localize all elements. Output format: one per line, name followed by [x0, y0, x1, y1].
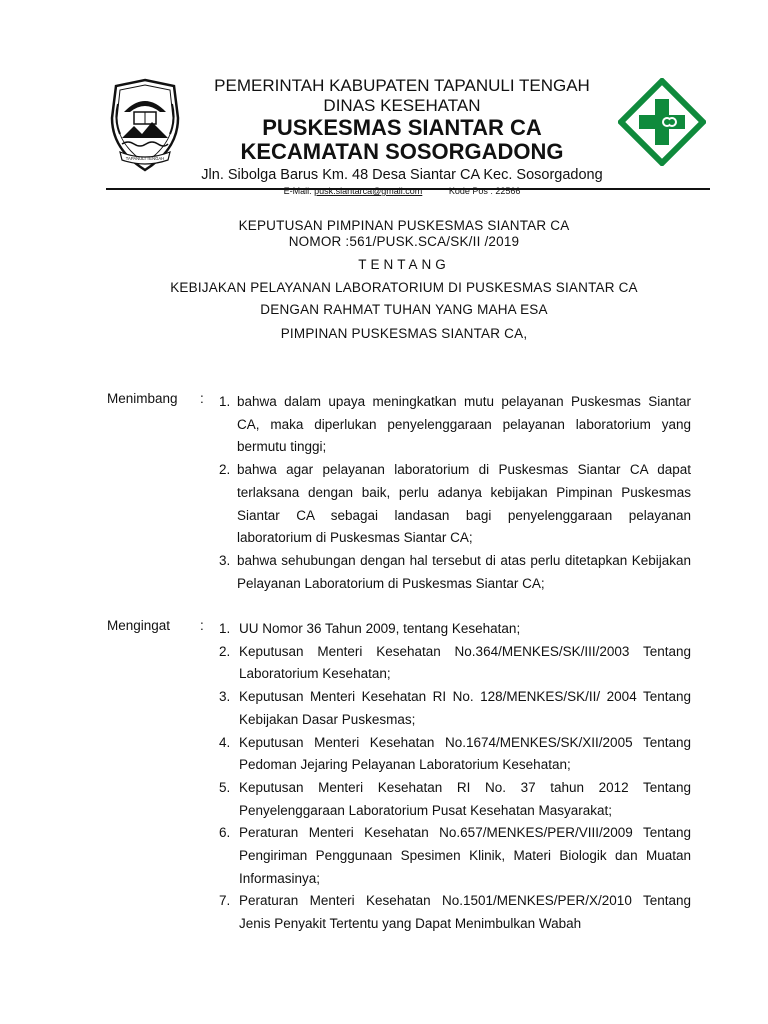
- mengingat-item-number: 6.: [219, 825, 231, 841]
- mengingat-item-text: Keputusan Menteri Kesehatan RI No. 128/MENKES/SK/II/ 2004 Tentang Kebijakan Dasar Puskesmas;: [239, 689, 691, 727]
- tapanuli-tengah-emblem-logo: [104, 76, 186, 174]
- menimbang-colon: :: [200, 391, 204, 406]
- letterhead-department: DINAS KESEHATAN: [323, 96, 481, 115]
- postal-code: Kode Pos : 22566: [448, 186, 521, 196]
- decree-title: KEPUTUSAN PIMPINAN PUSKESMAS SIANTAR CA: [238, 218, 570, 233]
- menimbang-item: [219, 550, 691, 595]
- mengingat-item-number: 7.: [219, 893, 231, 909]
- letterhead-divider: [106, 188, 710, 190]
- menimbang-item-number: 1.: [219, 394, 231, 409]
- email-link[interactable]: pusk.siantarca@gmail.com: [314, 186, 423, 196]
- menimbang-item: [219, 459, 691, 550]
- mengingat-item: [219, 732, 691, 777]
- mengingat-label: Mengingat: [107, 618, 171, 633]
- mengingat-item-text: Keputusan Menteri Kesehatan No.1674/MENKES/SK/XII/2005 Tentang Pedoman Jejaring Pelayanan Laboratorium Kesehatan;: [239, 734, 691, 773]
- mengingat-item: [219, 686, 691, 731]
- menimbang-item-text: bahwa sehubungan dengan hal tersebut di atas perlu ditetapkan Kebijakan Pelayanan Laboratorium di Puskesmas Siantar CA;: [237, 552, 691, 591]
- puskesmas-cross-logo: [618, 78, 706, 166]
- mengingat-item-text: Keputusan Menteri Kesehatan RI No. 37 tahun 2012 Tentang Penyelenggaraan Laboratorium Pusat Kesehatan Masyarakat;: [239, 779, 691, 818]
- mengingat-item-text: Peraturan Menteri Kesehatan No.657/MENKES/PER/VIII/2009 Tentang Pengiriman Penggunaan Spesimen Klinik, Materi Biologik dan Muatan Informasinya;: [239, 825, 691, 886]
- menimbang-list: [219, 391, 691, 595]
- mengingat-item: [219, 777, 691, 822]
- mengingat-item-number: 2.: [219, 643, 231, 659]
- menimbang-item-number: 2.: [219, 462, 231, 478]
- letterhead-address: Jln. Sibolga Barus Km. 48 Desa Siantar CA Kec. Sosorgadong: [201, 167, 603, 183]
- menimbang-item: [219, 391, 691, 459]
- mengingat-item-text: Keputusan Menteri Kesehatan No.364/MENKES/SK/III/2003 Tentang Laboratorium Kesehatan;: [239, 643, 691, 682]
- mengingat-item-number: 3.: [219, 689, 231, 705]
- letterhead-puskesmas: PUSKESMAS SIANTAR CA: [262, 115, 542, 140]
- menimbang-item-number: 3.: [219, 552, 231, 568]
- mengingat-item-number: 1.: [219, 621, 231, 636]
- menimbang-label: Menimbang: [107, 391, 178, 406]
- mengingat-list: [219, 618, 691, 936]
- letterhead-kecamatan: KECAMATAN SOSORGADONG: [240, 139, 564, 164]
- letterhead-government: PEMERINTAH KABUPATEN TAPANULI TENGAH: [214, 76, 590, 95]
- email-label: E-Mail:: [283, 186, 312, 196]
- mengingat-colon: :: [200, 618, 204, 633]
- menimbang-item-text: bahwa dalam upaya meningkatkan mutu pelayanan Puskesmas Siantar CA, maka diperlukan penyelenggaraan pelayanan laboratorium yang bermutu tinggi;: [237, 394, 691, 455]
- svg-text:TAPANULI TENGAH: TAPANULI TENGAH: [125, 156, 165, 161]
- mengingat-item-number: 4.: [219, 734, 231, 750]
- letterhead: [190, 76, 614, 197]
- mengingat-item-number: 5.: [219, 779, 231, 795]
- decree-invocation: DENGAN RAHMAT TUHAN YANG MAHA ESA: [260, 302, 548, 317]
- decree-subject: KEBIJAKAN PELAYANAN LABORATORIUM DI PUSKESMAS SIANTAR CA: [170, 280, 638, 295]
- mengingat-item-text: Peraturan Menteri Kesehatan No.1501/MENKES/PER/X/2010 Tentang Jenis Penyakit Tertentu yang Dapat Menimbulkan Wabah: [239, 893, 691, 932]
- mengingat-item-text: UU Nomor 36 Tahun 2009, tentang Kesehatan;: [239, 621, 521, 636]
- decree-authority: PIMPINAN PUSKESMAS SIANTAR CA,: [280, 326, 528, 341]
- mengingat-item: [219, 618, 691, 641]
- mengingat-item: [219, 890, 691, 935]
- menimbang-item-text: bahwa agar pelayanan laboratorium di Puskesmas Siantar CA dapat terlaksana dengan baik, perlu adanya kebijakan Pimpinan Puskesmas Siantar CA sebagai landasan bagi penyelenggaraan pelayanan laboratorium di Puskesmas Siantar CA;: [237, 462, 691, 546]
- mengingat-item: [219, 822, 691, 890]
- decree-number: NOMOR :561/PUSK.SCA/SK/II /2019: [288, 234, 520, 249]
- letterhead-contact: [190, 185, 614, 197]
- decree-tentang: TENTANG: [358, 257, 450, 272]
- mengingat-item: [219, 641, 691, 686]
